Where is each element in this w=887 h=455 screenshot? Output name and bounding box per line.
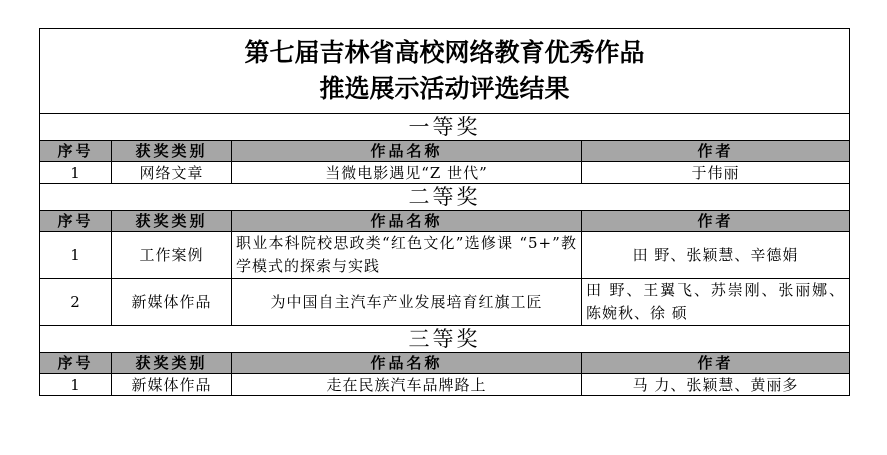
- cell-no: 1: [40, 374, 112, 396]
- column-header-no: 序号: [40, 353, 112, 374]
- section-heading-row: [40, 326, 850, 353]
- section-heading-row: [40, 114, 850, 141]
- cell-author: 田 野、张颖慧、辛德娟: [582, 232, 850, 279]
- column-header-author: 作者: [582, 353, 850, 374]
- cell-category: 网络文章: [112, 162, 232, 184]
- table-row: [40, 162, 850, 184]
- cell-work: 为中国自主汽车产业发展培育红旗工匠: [232, 279, 582, 326]
- column-header-author: 作者: [582, 141, 850, 162]
- cell-author: 马 力、张颖慧、黄丽多: [582, 374, 850, 396]
- section-heading-row: [40, 184, 850, 211]
- results-table: [39, 28, 850, 396]
- column-header-category: 获奖类别: [112, 353, 232, 374]
- column-header-author: 作者: [582, 211, 850, 232]
- cell-no: 1: [40, 162, 112, 184]
- table-row: [40, 374, 850, 396]
- table-row: [40, 279, 850, 326]
- column-header-category: 获奖类别: [112, 141, 232, 162]
- section-heading: 二等奖: [40, 184, 850, 211]
- cell-work: 当微电影遇见“Z 世代”: [232, 162, 582, 184]
- title-row: [40, 29, 850, 114]
- table-row: [40, 232, 850, 279]
- title-line-2: 推选展示活动评选结果: [319, 74, 570, 103]
- cell-work: 职业本科院校思政类“红色文化”选修课 “5+”教学模式的探索与实践: [232, 232, 582, 279]
- cell-author: 田 野、王翼飞、苏崇刚、张丽娜、陈婉秋、徐 硕: [582, 279, 850, 326]
- section-heading: 三等奖: [40, 326, 850, 353]
- title-line-1: 第七届吉林省高校网络教育优秀作品: [244, 38, 645, 67]
- cell-category: 新媒体作品: [112, 279, 232, 326]
- column-header-no: 序号: [40, 211, 112, 232]
- column-header-work: 作品名称: [232, 353, 582, 374]
- cell-work: 走在民族汽车品牌路上: [232, 374, 582, 396]
- column-header-no: 序号: [40, 141, 112, 162]
- column-header-work: 作品名称: [232, 211, 582, 232]
- cell-no: 1: [40, 232, 112, 279]
- section-heading: 一等奖: [40, 114, 850, 141]
- column-header-category: 获奖类别: [112, 211, 232, 232]
- cell-no: 2: [40, 279, 112, 326]
- cell-category: 新媒体作品: [112, 374, 232, 396]
- column-header-row: [40, 211, 850, 232]
- page-title: [40, 29, 850, 114]
- cell-category: 工作案例: [112, 232, 232, 279]
- column-header-row: [40, 353, 850, 374]
- column-header-row: [40, 141, 850, 162]
- cell-author: 于伟丽: [582, 162, 850, 184]
- column-header-work: 作品名称: [232, 141, 582, 162]
